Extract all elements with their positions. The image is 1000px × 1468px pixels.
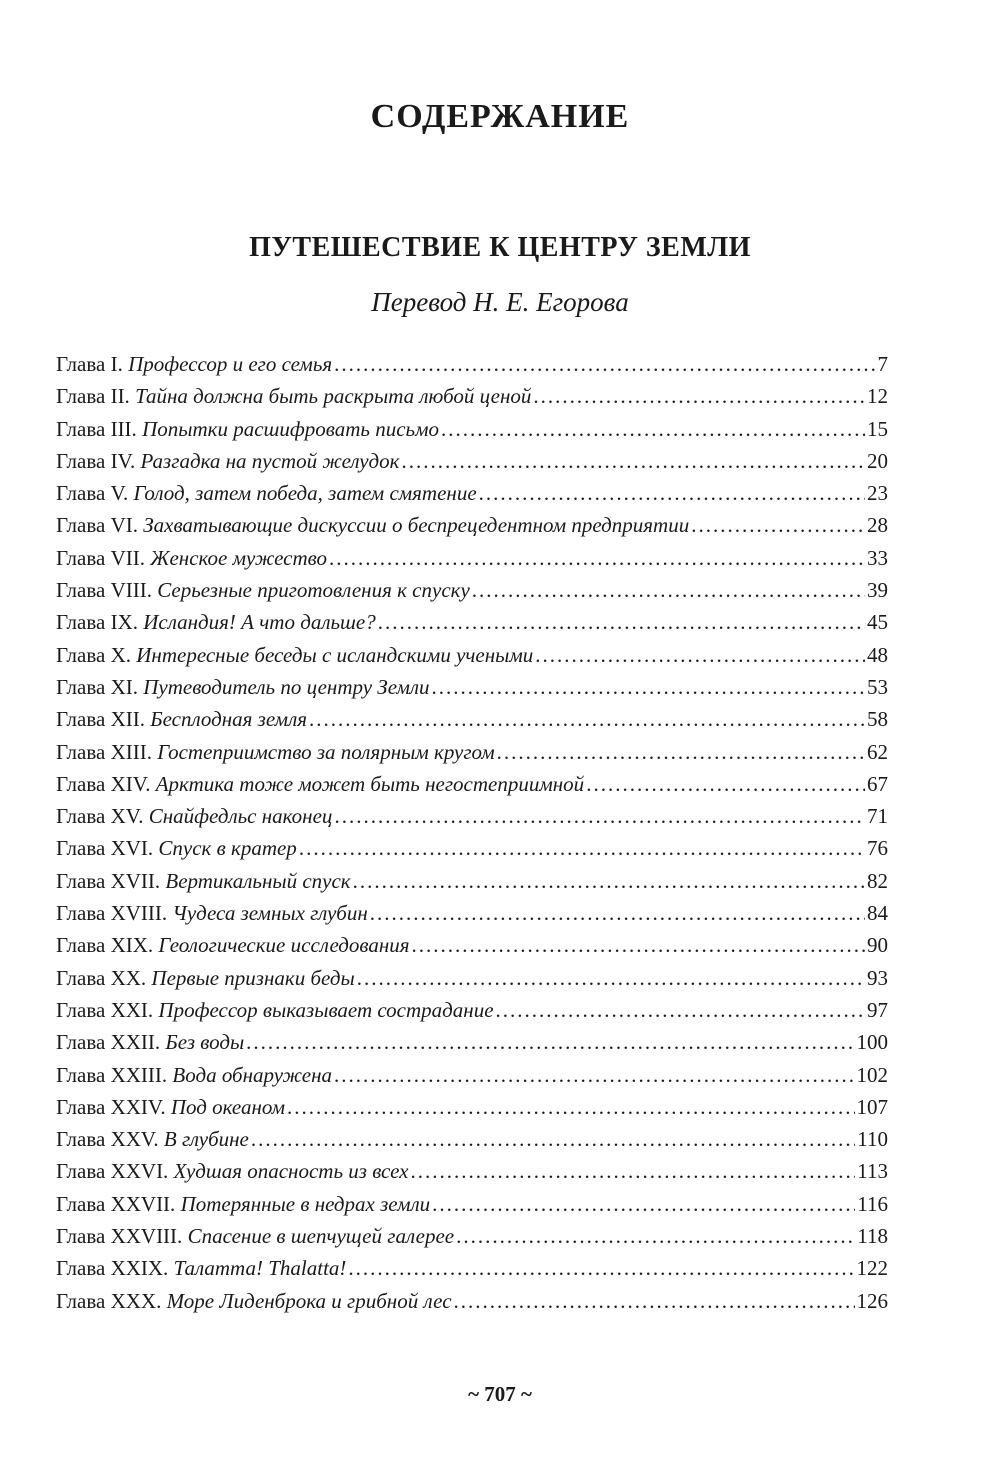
leader-dots xyxy=(246,1026,854,1058)
leader-dots xyxy=(533,380,865,412)
page-number: 93 xyxy=(867,965,888,990)
chapter-label: Глава XX. xyxy=(56,965,147,990)
toc-entry-16 xyxy=(56,832,888,864)
chapter-label: Глава XXIV. xyxy=(56,1094,166,1119)
chapter-label: Глава XVII. xyxy=(56,868,161,893)
leader-dots xyxy=(348,1252,854,1284)
chapter-label: Глава XIV. xyxy=(56,771,151,796)
chapter-label: Глава XXX. xyxy=(56,1288,162,1313)
page-number: 39 xyxy=(867,578,888,603)
chapter-title: Исландия! А что дальше? xyxy=(143,610,376,635)
page-number: 28 xyxy=(867,513,888,538)
leader-dots xyxy=(454,1285,855,1317)
chapter-label: Глава V. xyxy=(56,481,129,506)
chapter-title: Голод, затем победа, затем смятение xyxy=(133,481,477,506)
page-number: 100 xyxy=(856,1030,888,1055)
leader-dots xyxy=(497,736,865,768)
chapter-title: Под океаном xyxy=(170,1094,285,1119)
chapter-label: Глава XXII. xyxy=(56,1030,161,1055)
toc-entry-7 xyxy=(56,542,888,574)
chapter-label: Глава XXIX. xyxy=(56,1256,169,1281)
toc-entry-10 xyxy=(56,639,888,671)
chapter-title: Геологические исследования xyxy=(158,933,410,958)
toc-entry-28 xyxy=(56,1220,888,1252)
table-of-contents xyxy=(56,348,888,1317)
chapter-title: Путеводитель по центру Земли xyxy=(143,674,430,699)
leader-dots xyxy=(334,800,865,832)
page-number: 71 xyxy=(867,804,888,829)
chapter-label: Глава XV. xyxy=(56,804,144,829)
chapter-title: Серьезные приготовления к спуску xyxy=(157,578,470,603)
toc-entry-1 xyxy=(56,348,888,380)
leader-dots xyxy=(353,865,865,897)
leader-dots xyxy=(334,348,875,380)
leader-dots xyxy=(535,639,865,671)
page-number: 33 xyxy=(867,545,888,570)
chapter-label: Глава XVIII. xyxy=(56,901,168,926)
leader-dots xyxy=(299,832,865,864)
toc-entry-4 xyxy=(56,445,888,477)
page-number: 110 xyxy=(857,1127,888,1152)
leader-dots xyxy=(432,1188,855,1220)
toc-entry-22 xyxy=(56,1026,888,1058)
toc-entry-18 xyxy=(56,897,888,929)
chapter-title: В глубине xyxy=(163,1127,249,1152)
chapter-label: Глава VII. xyxy=(56,545,145,570)
chapter-title: Гостеприимство за полярным кругом xyxy=(157,739,495,764)
leader-dots xyxy=(441,413,865,445)
chapter-label: Глава XVI. xyxy=(56,836,154,861)
chapter-title: Чудеса земных глубин xyxy=(172,901,368,926)
leader-dots xyxy=(691,509,865,541)
chapter-title: Бесплодная земля xyxy=(150,707,307,732)
chapter-label: Глава XXVI. xyxy=(56,1159,169,1184)
leader-dots xyxy=(496,994,865,1026)
leader-dots xyxy=(410,1155,855,1187)
page-number: 53 xyxy=(867,674,888,699)
chapter-label: Глава XXI. xyxy=(56,997,154,1022)
toc-entry-19 xyxy=(56,929,888,961)
toc-entry-30 xyxy=(56,1285,888,1317)
contents-heading: СОДЕРЖАНИЕ xyxy=(370,98,630,135)
page-number: 116 xyxy=(857,1191,888,1216)
toc-entry-3 xyxy=(56,413,888,445)
chapter-label: Глава XXVII. xyxy=(56,1191,176,1216)
book-title: ПУТЕШЕСТВИЕ К ЦЕНТРУ ЗЕМЛИ xyxy=(249,232,751,263)
toc-entry-25 xyxy=(56,1123,888,1155)
chapter-label: Глава III. xyxy=(56,416,137,441)
page-number: 107 xyxy=(856,1094,888,1119)
toc-entry-8 xyxy=(56,574,888,606)
chapter-label: Глава X. xyxy=(56,642,131,667)
chapter-label: Глава XIII. xyxy=(56,739,152,764)
chapter-title: Спасение в шепчущей галерее xyxy=(187,1224,455,1249)
page-number: 7 xyxy=(877,352,888,376)
leader-dots xyxy=(378,606,865,638)
chapter-title: Без воды xyxy=(165,1030,245,1055)
toc-entry-14 xyxy=(56,768,888,800)
leader-dots xyxy=(329,542,865,574)
toc-entry-27 xyxy=(56,1188,888,1220)
toc-entry-15 xyxy=(56,800,888,832)
leader-dots xyxy=(370,897,865,929)
toc-entry-2 xyxy=(56,380,888,412)
page-number: 90 xyxy=(867,933,888,958)
page-number: 12 xyxy=(867,384,888,409)
page-number: 23 xyxy=(867,481,888,506)
chapter-label: Глава XIX. xyxy=(56,933,154,958)
toc-entry-21 xyxy=(56,994,888,1026)
leader-dots xyxy=(251,1123,855,1155)
chapter-label: Глава XXV. xyxy=(56,1127,159,1152)
chapter-title: Спуск в кратер xyxy=(158,836,297,861)
page-number: 58 xyxy=(867,707,888,732)
page-number: 113 xyxy=(857,1159,888,1184)
chapter-label: Глава XII. xyxy=(56,707,145,732)
chapter-title: Женское мужество xyxy=(150,545,327,570)
chapter-title: Потерянные в недрах земли xyxy=(180,1191,431,1216)
chapter-label: Глава II. xyxy=(56,384,130,409)
page-number: 97 xyxy=(867,997,888,1022)
leader-dots xyxy=(357,962,865,994)
leader-dots xyxy=(401,445,865,477)
chapter-title: Тайна должна быть раскрыта любой ценой xyxy=(135,384,532,409)
page-folio: ~ 707 ~ xyxy=(468,1382,532,1406)
page-number: 48 xyxy=(867,642,888,667)
toc-entry-26 xyxy=(56,1155,888,1187)
toc-entry-17 xyxy=(56,865,888,897)
chapter-title: Вода обнаружена xyxy=(172,1062,333,1087)
page-number: 84 xyxy=(867,901,888,926)
toc-entry-13 xyxy=(56,736,888,768)
page-number: 67 xyxy=(867,771,888,796)
page-number: 45 xyxy=(867,610,888,635)
page-number: 62 xyxy=(867,739,888,764)
chapter-title: Первые признаки беды xyxy=(151,965,355,990)
chapter-title: Захватывающие дискуссии о беспрецедентном предприятии xyxy=(143,513,690,538)
page-number: 82 xyxy=(867,868,888,893)
chapter-label: Глава XXVIII. xyxy=(56,1224,183,1249)
leader-dots xyxy=(479,477,865,509)
chapter-label: Глава IV. xyxy=(56,448,136,473)
translator-credit: Перевод Н. Е. Егорова xyxy=(371,287,629,317)
chapter-title: Профессор выказывает сострадание xyxy=(158,997,494,1022)
toc-entry-5 xyxy=(56,477,888,509)
toc-entry-12 xyxy=(56,703,888,735)
toc-entry-29 xyxy=(56,1252,888,1284)
chapter-label: Глава XXIII. xyxy=(56,1062,168,1087)
page-number: 76 xyxy=(867,836,888,861)
leader-dots xyxy=(432,671,865,703)
leader-dots xyxy=(472,574,865,606)
toc-entry-11 xyxy=(56,671,888,703)
leader-dots xyxy=(334,1059,854,1091)
toc-entry-23 xyxy=(56,1059,888,1091)
page-number: 102 xyxy=(856,1062,888,1087)
leader-dots xyxy=(586,768,865,800)
toc-entry-24 xyxy=(56,1091,888,1123)
chapter-title: Арктика тоже может быть негостеприимной xyxy=(155,771,585,796)
chapter-label: Глава VIII. xyxy=(56,578,152,603)
chapter-title: Вертикальный спуск xyxy=(165,868,351,893)
chapter-title: Интересные беседы с исландскими учеными xyxy=(136,642,534,667)
page-number: 122 xyxy=(856,1256,888,1281)
leader-dots xyxy=(287,1091,855,1123)
chapter-title: Море Лиденброка и грибной лес xyxy=(166,1288,452,1313)
chapter-title: Снайфедльс наконец xyxy=(148,804,333,829)
leader-dots xyxy=(309,703,865,735)
page-number: 118 xyxy=(857,1224,888,1249)
chapter-title: Попытки расшифровать письмо xyxy=(142,416,439,441)
page-number: 15 xyxy=(867,416,888,441)
chapter-title: Профессор и его семья xyxy=(128,352,333,376)
toc-entry-6 xyxy=(56,509,888,541)
toc-entry-9 xyxy=(56,606,888,638)
chapter-title: Талатта! Thalatta! xyxy=(173,1256,347,1281)
page-number: 126 xyxy=(856,1288,888,1313)
leader-dots xyxy=(456,1220,855,1252)
chapter-label: Глава I. xyxy=(56,352,123,376)
chapter-label: Глава IX. xyxy=(56,610,138,635)
chapter-label: Глава XI. xyxy=(56,674,138,699)
chapter-title: Худшая опасность из всех xyxy=(173,1159,409,1184)
chapter-title: Разгадка на пустой желудок xyxy=(140,448,400,473)
chapter-label: Глава VI. xyxy=(56,513,138,538)
toc-entry-20 xyxy=(56,962,888,994)
page-number: 20 xyxy=(867,448,888,473)
leader-dots xyxy=(412,929,865,961)
